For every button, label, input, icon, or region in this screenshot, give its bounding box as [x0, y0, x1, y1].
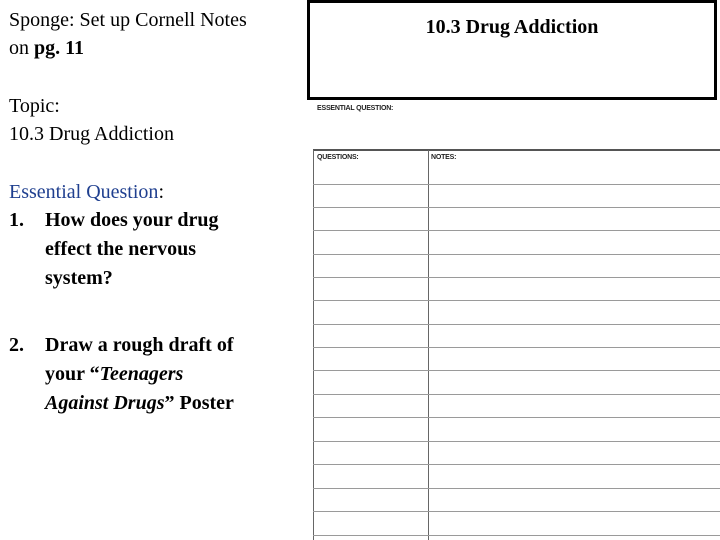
- sponge-line-2: [9, 34, 305, 62]
- page-reference: pg. 11: [34, 37, 85, 59]
- sponge-line-1: [9, 6, 305, 34]
- question-list: [9, 206, 305, 418]
- ruled-line: [313, 184, 720, 185]
- question-2-line-3b: ” Poster: [164, 392, 234, 414]
- header-title-box: [307, 0, 717, 100]
- question-1-line-1: How does your drug: [45, 209, 219, 231]
- topic-label: Topic:: [9, 95, 60, 117]
- topic-value: 10.3 Drug Addiction: [9, 123, 174, 145]
- notes-column-label: NOTES:: [431, 154, 457, 161]
- question-item-2: [9, 331, 305, 418]
- question-text: [45, 331, 285, 418]
- ruled-line: [313, 417, 720, 418]
- ruled-line: [313, 464, 720, 465]
- question-1-line-2: effect the nervous: [45, 238, 197, 260]
- essential-question-heading: [9, 178, 305, 206]
- questions-column-label: QUESTIONS:: [317, 154, 359, 161]
- ruled-line: [313, 254, 720, 255]
- ruled-line: [313, 441, 720, 442]
- question-2-line-2a: your “: [45, 363, 100, 385]
- ruled-line: [313, 324, 720, 325]
- ruled-line: [313, 370, 720, 371]
- question-item-1: [9, 206, 305, 293]
- question-2-line-1: Draw a rough draft of: [45, 334, 234, 356]
- sponge-on: on: [9, 37, 34, 59]
- question-1-line-3: system?: [45, 267, 113, 289]
- ruled-line: [313, 488, 720, 489]
- essential-question-field-label: ESSENTIAL QUESTION:: [317, 105, 394, 112]
- ruled-line: [313, 300, 720, 301]
- form-left-border: [313, 150, 314, 540]
- ruled-line: [313, 230, 720, 231]
- question-number: 2.: [9, 334, 24, 356]
- sponge-prefix: Sponge: Set up Cornell Notes: [9, 9, 247, 31]
- section-divider: [313, 149, 720, 151]
- ruled-line: [313, 207, 720, 208]
- question-text: [45, 206, 285, 293]
- ruled-line: [313, 347, 720, 348]
- poster-title-part-2: Against Drugs: [45, 392, 165, 414]
- column-divider: [428, 150, 429, 540]
- essential-question-colon: :: [158, 181, 164, 203]
- poster-title-part-1: Teenagers: [99, 363, 184, 385]
- ruled-line: [313, 535, 720, 536]
- ruled-line: [313, 511, 720, 512]
- cornell-notes-template: [313, 102, 720, 540]
- ruled-line: [313, 277, 720, 278]
- slide-title: 10.3 Drug Addiction: [425, 15, 599, 38]
- ruled-line: [313, 394, 720, 395]
- question-number: 1.: [9, 209, 24, 231]
- left-text-panel: [9, 6, 305, 418]
- essential-question-label: Essential Question: [9, 181, 159, 203]
